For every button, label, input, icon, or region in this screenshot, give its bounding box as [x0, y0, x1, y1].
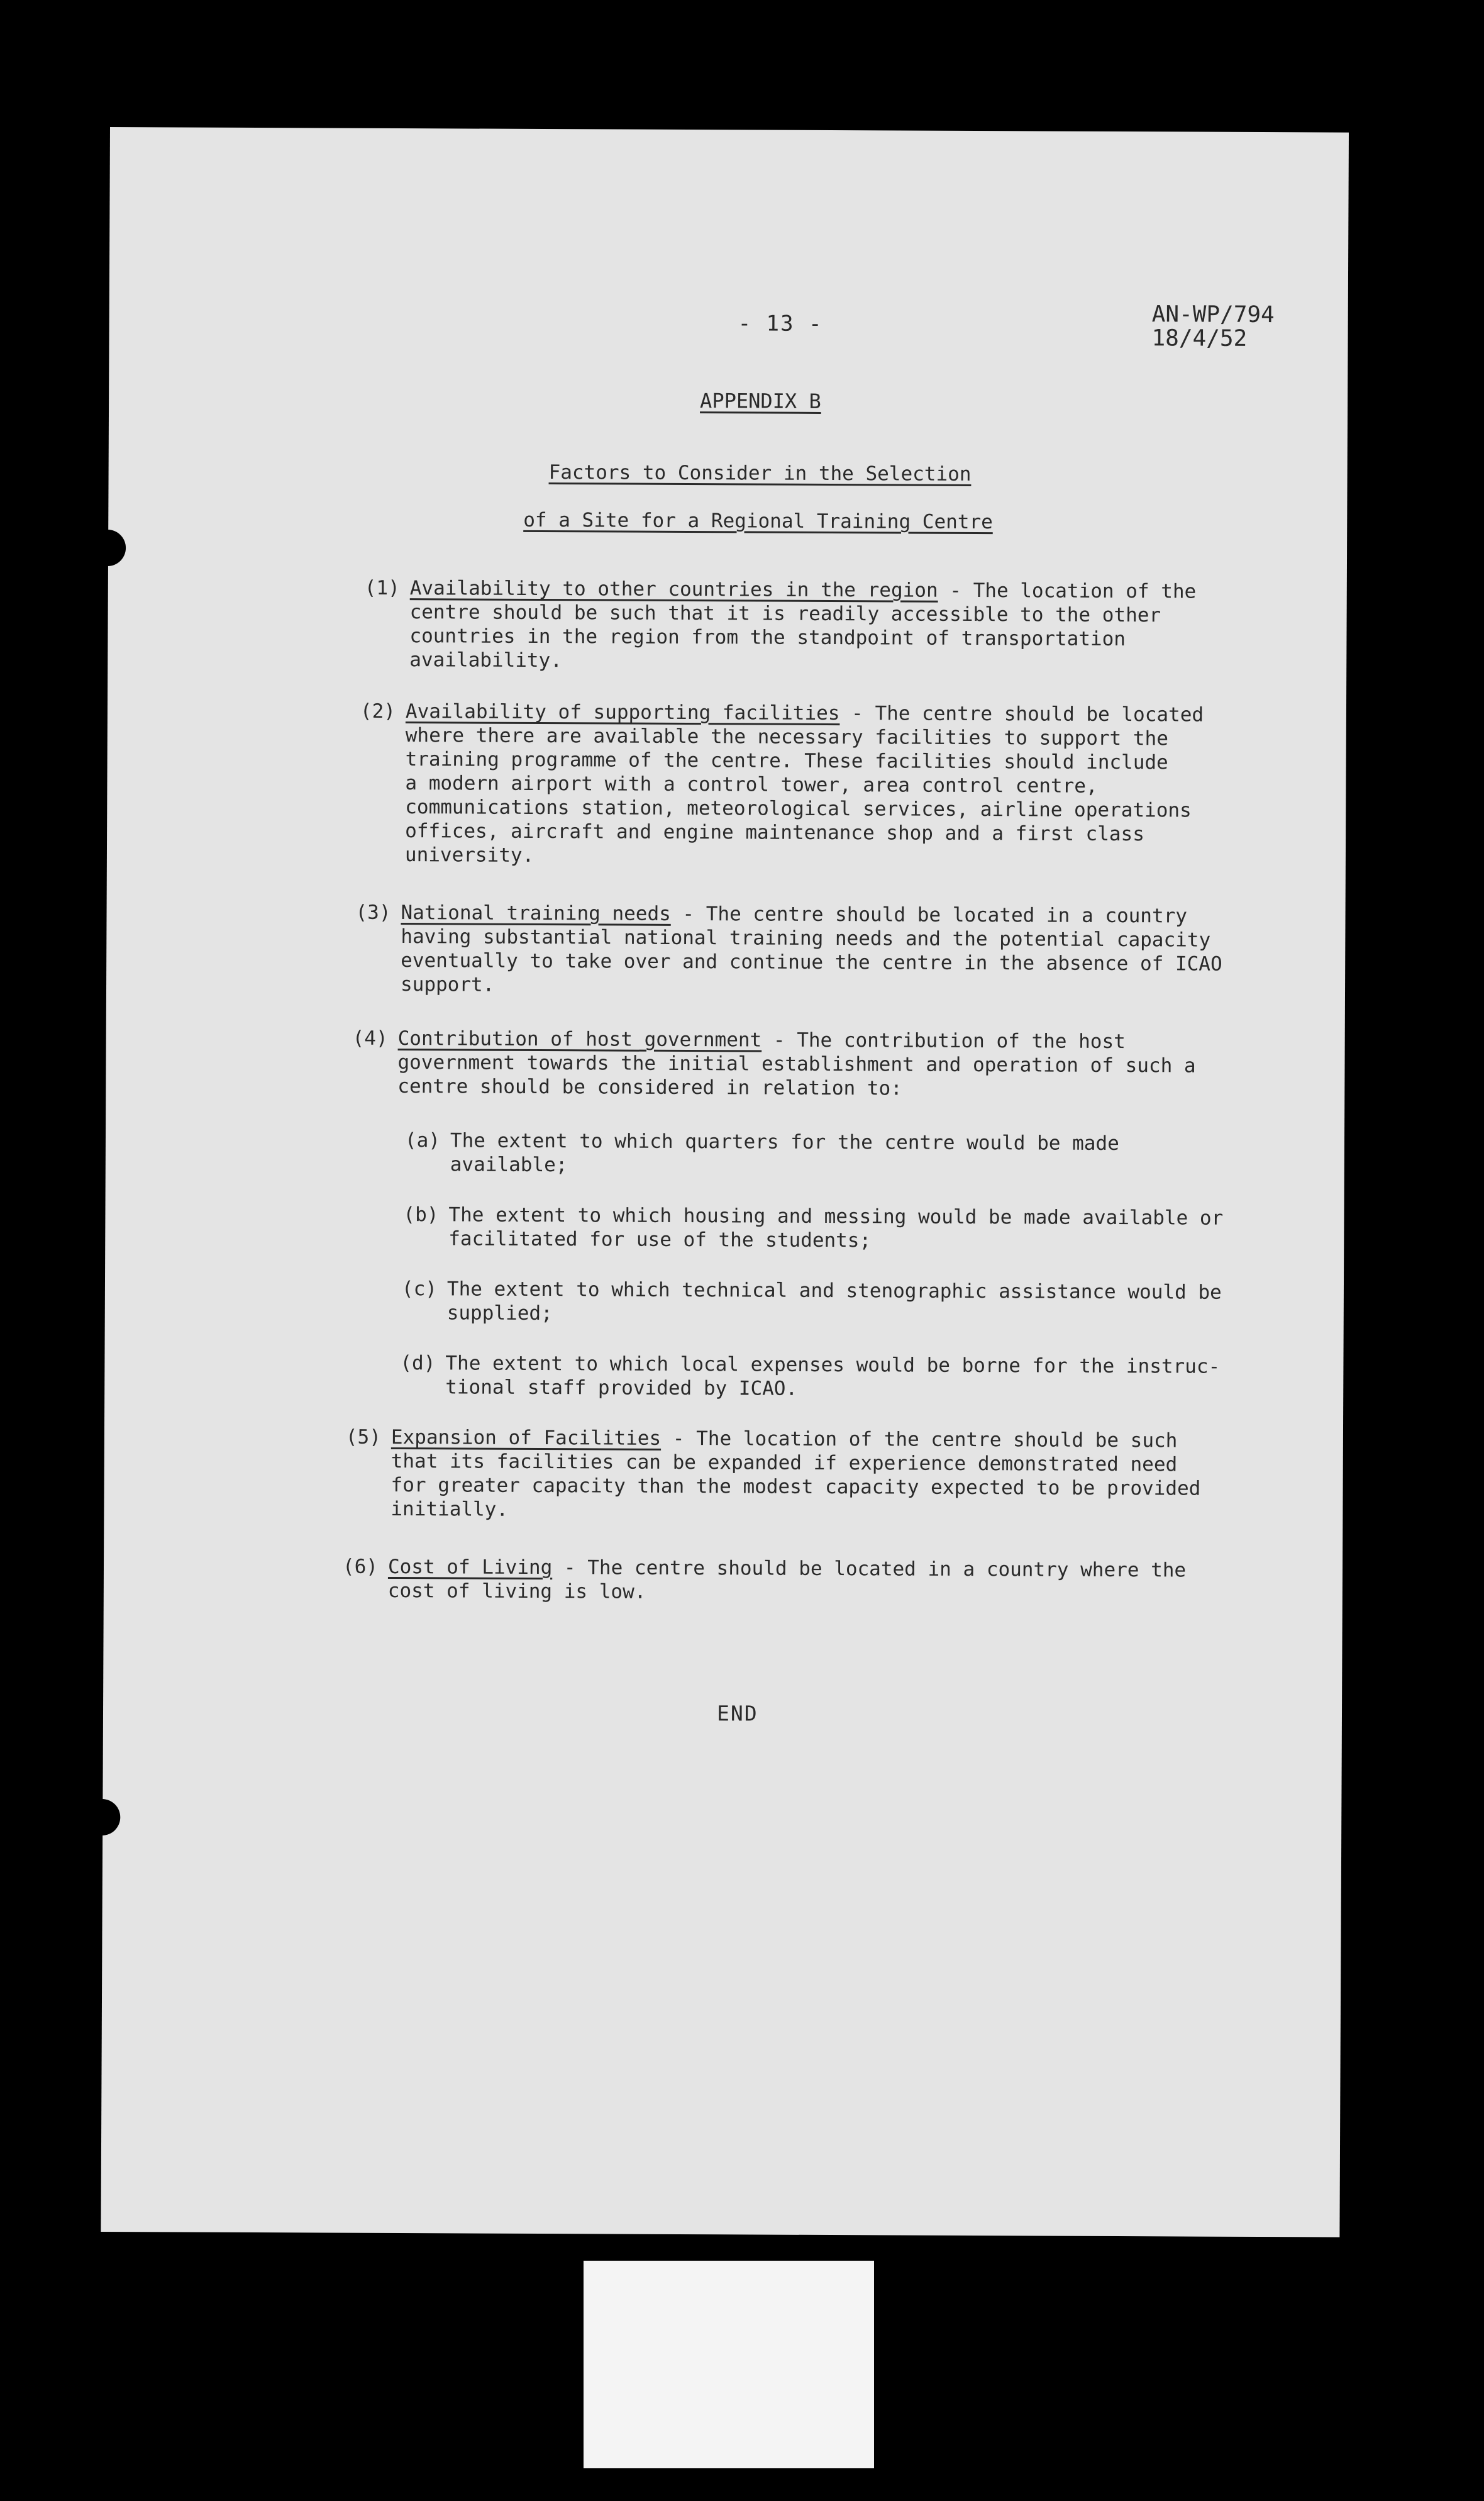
item-title: Expansion of Facilities: [390, 1425, 662, 1450]
item-title: Cost of Living: [387, 1555, 553, 1579]
item-number: (6): [342, 1555, 379, 1578]
item-text: - The location of the centre should be such that its facilities can be expanded if experience demonstrated need for greater capacity than the modest capacity expected to be provided initially.: [390, 1427, 1201, 1521]
subitem-local-expenses: [400, 1351, 1263, 1403]
subitem-quarters: [405, 1128, 1268, 1180]
item-title: Availability of supporting facilities: [405, 700, 840, 725]
appendix-title: APPENDIX B: [700, 389, 821, 413]
factor-item-supporting-facilities: [360, 699, 1248, 871]
item-number: (4): [352, 1027, 388, 1050]
punch-hole: [89, 530, 126, 566]
item-text: - The centre should be located in a country having substantial national training needs and the potential capacity eventually to take over and continue the centre in the absence of ICAO support.: [400, 902, 1222, 996]
factor-item-cost-of-living: [343, 1555, 1231, 1607]
subitem-letter: (a): [404, 1129, 441, 1152]
subitem-text: The extent to which local expenses would be borne for the instruc- tional staff provided by ICAO.: [445, 1352, 1221, 1400]
item-title: Availability to other countries in the region: [409, 577, 938, 602]
subitem-text: The extent to which quarters for the centre would be made available;: [450, 1129, 1119, 1177]
item-number: (5): [345, 1425, 381, 1449]
document-page: [101, 127, 1349, 2237]
subitem-text: The extent to which housing and messing would be made available or facilitated for use of the students;: [448, 1203, 1224, 1252]
document-ref-date: 18/4/52: [1151, 325, 1248, 352]
item-text: - The contribution of the host government towards the initial establishment and operation of such a centre should be considered in relation to:: [397, 1028, 1196, 1100]
punch-hole: [84, 1799, 120, 1835]
item-title: National training needs: [401, 901, 671, 925]
factor-item-availability-region: [364, 576, 1253, 676]
section-heading-line-2: of a Site for a Regional Training Centre: [523, 508, 993, 534]
item-title: Contribution of host government: [397, 1027, 762, 1052]
subitem-letter: (b): [403, 1203, 439, 1227]
film-label-blank: [584, 2261, 874, 2468]
subitem-letter: (d): [400, 1352, 436, 1375]
subitem-text: The extent to which technical and stenographic assistance would be supplied;: [446, 1278, 1222, 1325]
item-text: - The location of the centre should be such that it is readily accessible to the other countries in the region from the standpoint of transportation availability.: [409, 579, 1197, 672]
subitem-assistance: [402, 1277, 1265, 1328]
item-number: (2): [360, 699, 396, 723]
document-reference: [1151, 303, 1274, 351]
item-text: - The centre should be located in a country where the cost of living is low.: [387, 1556, 1187, 1603]
page-number: - 13 -: [738, 311, 823, 337]
subitem-housing: [403, 1203, 1266, 1254]
end-mark: END: [716, 1701, 758, 1726]
factor-item-host-government: [352, 1027, 1240, 1102]
item-text: - The centre should be located where there are available the necessary facilities to support the training programme of the centre. These facilities should include a modern airport with a control tower, area control centre, communications station, meteorological services, airline operations offices, aircraft and engine maintenance shop and a first class university.: [404, 702, 1204, 867]
item-number: (1): [364, 576, 400, 600]
document-ref-code: AN-WP/794: [1151, 301, 1275, 328]
factor-item-expansion: [345, 1425, 1234, 1525]
subitem-letter: (c): [401, 1278, 438, 1301]
section-heading-line-1: Factors to Consider in the Selection: [548, 461, 972, 486]
factor-item-national-training-needs: [355, 901, 1244, 1000]
item-number: (3): [355, 901, 391, 924]
